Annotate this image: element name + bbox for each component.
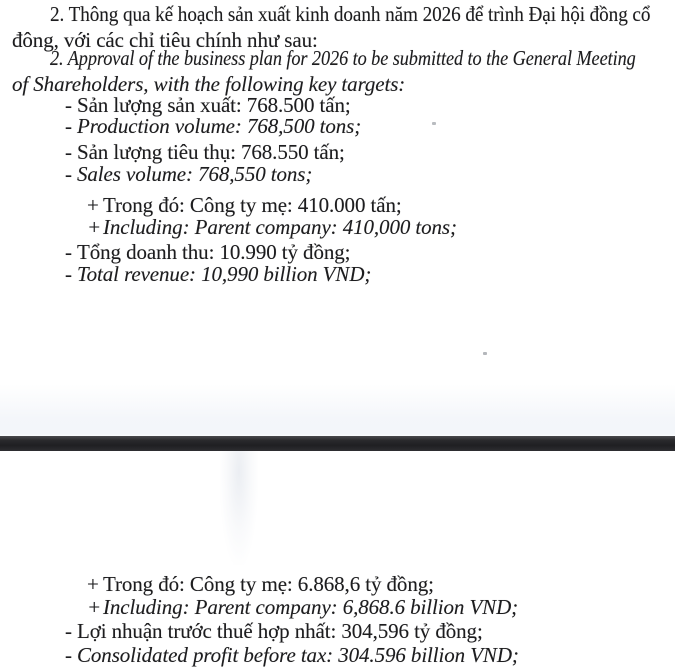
list-subitem-parent-volume-en	[87, 214, 457, 240]
list-item-revenue-en	[65, 261, 371, 287]
dash-bullet: -	[65, 262, 72, 286]
list-item-text: Including: Parent company: 410,000 tons;	[103, 215, 457, 239]
list-item-text: Trong đó: Công ty mẹ: 410.000 tấn;	[103, 193, 402, 217]
list-item-profit-before-tax-en	[65, 642, 519, 668]
dash-bullet: -	[65, 240, 72, 264]
list-item-production-en	[65, 113, 361, 139]
list-item-sales-en	[65, 161, 312, 187]
list-item-text: Tổng doanh thu: 10.990 tỷ đồng;	[77, 240, 351, 264]
list-item-text: Trong đó: Công ty mẹ: 6.868,6 tỷ đồng;	[103, 572, 434, 596]
list-item-text: Lợi nhuận trước thuế hợp nhất: 304,596 tỷ đồng;	[77, 619, 483, 643]
list-item-text: Sản lượng sản xuất: 768.500 tấn;	[77, 93, 351, 117]
dash-bullet: -	[65, 114, 72, 138]
plus-bullet: +	[87, 215, 102, 239]
page-break-divider	[0, 436, 675, 451]
dash-bullet: -	[65, 643, 72, 667]
list-item-text: Sales volume: 768,550 tons;	[77, 162, 313, 186]
paragraph-vi-line-1: 2. Thông qua kế hoạch sản xuất kinh doanh năm 2026 để trình Đại hội đồng cổ	[50, 2, 651, 26]
dash-bullet: -	[65, 162, 72, 186]
list-item-text: Sản lượng tiêu thụ: 768.550 tấn;	[77, 140, 345, 164]
scan-speck	[483, 352, 487, 355]
list-subitem-parent-profit-en	[87, 594, 518, 620]
dash-bullet: -	[65, 619, 72, 643]
list-item-text: Consolidated profit before tax: 304.596 billion VND;	[77, 643, 519, 667]
dash-bullet: -	[65, 140, 72, 164]
list-item-profit-before-tax-vi	[65, 618, 483, 644]
list-item-text: Production volume: 768,500 tons;	[77, 114, 362, 138]
plus-bullet: +	[87, 595, 102, 619]
list-item-text: Total revenue: 10,990 billion VND;	[77, 262, 372, 286]
plus-bullet: +	[87, 193, 99, 217]
scan-smudge	[220, 451, 258, 565]
paragraph-vi-line-2: đông, với các chỉ tiêu chính như sau:	[12, 28, 318, 52]
paragraph-en-line-2: of Shareholders, with the following key targets:	[12, 72, 406, 96]
dash-bullet: -	[65, 93, 72, 117]
list-item-text: Including: Parent company: 6,868.6 billion VND;	[103, 595, 519, 619]
scan-speck	[432, 122, 436, 125]
scan-page-edge-shading	[0, 384, 675, 436]
paragraph-en-line-1: 2. Approval of the business plan for 2026 to be submitted to the General Meeting	[50, 46, 636, 70]
plus-bullet: +	[87, 572, 99, 596]
